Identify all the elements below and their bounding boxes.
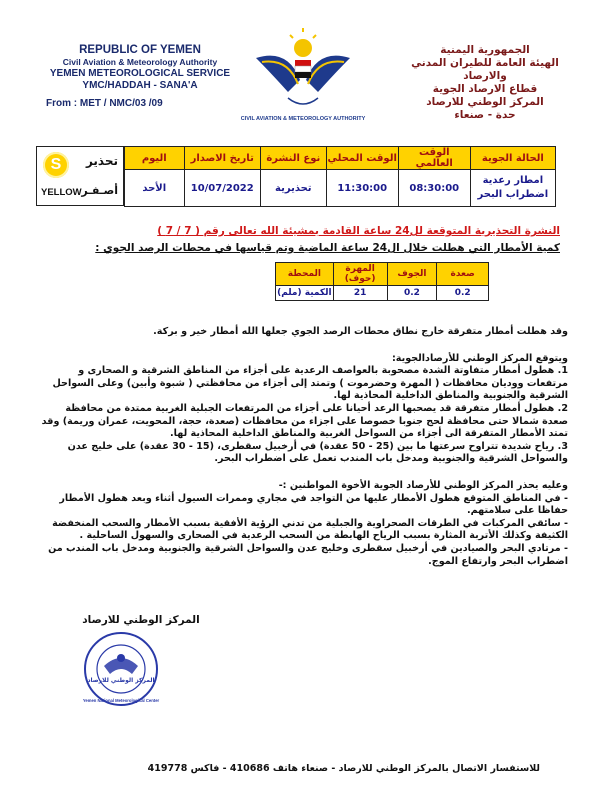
logo-text: CIVIL AVIATION & METEOROLOGY AUTHORITY bbox=[240, 116, 366, 122]
alert-label: تحذير bbox=[85, 154, 118, 168]
forecast-item-3: 3. رياح شديدة تتراوح سرعتها ما بين (25 - 50 عقدة) في أرخبيل سقطرى، (15 - 30 عقدة) على خليج عدن والسواحل الشرقية والجنوبية ومدخل باب المندب تعمل على اضطراب البحر. bbox=[67, 440, 568, 465]
header-issue-date: تاريخ الاصدار bbox=[184, 147, 260, 170]
alert-color-ar: أصـفـر bbox=[81, 184, 118, 197]
from-line: From : MET / NMC/03 /09 bbox=[46, 98, 163, 109]
header-en-location: YMC/HADDAH - SANA'A bbox=[82, 80, 198, 91]
value-bulletin-type: تحذيرية bbox=[260, 170, 326, 207]
rain-value-mahra: 21 bbox=[333, 286, 387, 301]
official-stamp bbox=[82, 630, 160, 708]
header-utc-time: الوقت العالمي bbox=[398, 147, 470, 170]
bulletin-title: النشرة التحذيرية المتوقعة لل24 ساعة القادمة بمشيئة الله تعالى رقم ( 7 / 7 ) bbox=[157, 225, 560, 237]
signature-label: المركز الوطني للارصاد bbox=[82, 614, 200, 626]
header-weather-state: الحالة الجوية bbox=[470, 147, 555, 170]
alert-color-en: YELLOW bbox=[41, 187, 82, 198]
rain-value-saada: 0.2 bbox=[437, 286, 489, 301]
header-day: اليوم bbox=[125, 147, 185, 170]
warning-table-value-row bbox=[125, 170, 556, 207]
header-ar bbox=[400, 44, 570, 122]
footer-contact: للاستفسار الاتصال بالمركز الوطني للارصاد - صنعاء هاتف 410686 - فاكس 419778 bbox=[147, 763, 540, 774]
value-weather-state: امطار رعدية اضطراب البحر bbox=[470, 170, 555, 207]
forecast-intro: ويتوقع المركز الوطني للأرصادالجوية: bbox=[391, 352, 568, 364]
header-ar-sector: قطاع الارصاد الجوية bbox=[432, 83, 538, 95]
header-ar-location: حدة - صنعاء bbox=[454, 109, 516, 121]
forecast-item-1: 1. هطول أمطار متفاوتة الشدة مصحوبة بالعواصف الرعدية على أجزاء من المناطق الشرقية و الصحارى و مرتفعات ووديان محافظات ( المهرة وحضرموت ) وتمتد إلى أجزاء من محافظتي ( شبوة وأبين) وعلى السواحل الشرقية والجنوبية والمناطق الداخلية المحاذية لها. bbox=[52, 365, 568, 402]
rain-header-saada: صعدة bbox=[437, 263, 489, 286]
rain-subtitle: كمية الأمطار التي هطلت خلال ال24 ساعة الماضية وتم قياسها في محطات الرصد الجوي : bbox=[95, 242, 560, 254]
warning-item-3: - مرتادي البحر والصيادين في أرخبيل سقطرى وخليج عدن والسواحل الشرقية والجنوبية ومدخل باب المندب من اضطراب البحر وارتفاع الموج. bbox=[48, 542, 568, 567]
value-issue-date: 10/07/2022 bbox=[184, 170, 260, 207]
rain-table-header-row bbox=[276, 263, 489, 286]
alert-level-box bbox=[36, 146, 124, 206]
header-ar-center: المركز الوطني للارصاد bbox=[426, 96, 544, 108]
stamp-ar-text: المركز الوطني للارصاد bbox=[87, 677, 155, 684]
value-local-time: 11:30:00 bbox=[326, 170, 398, 207]
header-en bbox=[40, 44, 240, 92]
rain-value-jawf: 0.2 bbox=[387, 286, 437, 301]
rain-header-station: المحطة bbox=[276, 263, 334, 286]
authority-logo bbox=[240, 28, 366, 124]
stamp-en-text: Yemen National Meteorological Center bbox=[82, 698, 160, 703]
body-text bbox=[40, 326, 568, 568]
rain-header-jawf: الجوف bbox=[387, 263, 437, 286]
alert-symbol-letter: S bbox=[50, 156, 62, 173]
rain-note: وقد هطلت أمطار متفرقة خارج نطاق محطات الرصد الجوي جعلها الله أمطار خير و بركة. bbox=[153, 326, 568, 337]
warning-table bbox=[124, 146, 556, 207]
value-utc-time: 08:30:00 bbox=[398, 170, 470, 207]
header-local-time: الوقت المحلي bbox=[326, 147, 398, 170]
rain-table-value-row bbox=[276, 286, 489, 301]
header-en-country: REPUBLIC OF YEMEN bbox=[79, 44, 201, 56]
forecast-item-2: 2. هطول أمطار متفرقة قد يصحبها الرعد أحيانا على أجزاء من المرتفعات الجبلية الغربية ممتدة من محافظة صعدة شمالا حتى محافظة لحج جنوبا خصوصا على اجزاء من محافظات (صعدة، حجة، المحويت، عمران وريمة) وقد تمتد الأمطار المتفرقة الى أجزاء من السواحل الغربية والمناطق الداخلية المحاذية لها. bbox=[41, 402, 568, 440]
warning-item-2: - سائقي المركبات في الطرقات الصحراوية والجبلية من تدني الرؤية الأفقية بسبب الأمطار والسحب المنخفضة الكثيفة وكذلك الأتربة المثارة بسبب الرياح الهابطة من السحب الرعدية في الصحارى والسهول الساحلية . bbox=[52, 517, 568, 542]
rain-row-label: الكمية (ملم) bbox=[276, 286, 334, 301]
warning-item-1: - في المناطق المتوقع هطول الأمطار عليها من التواجد في مجاري وممرات السيول أثناء وبعد هطول الأمطار حفاظا على سلامتهم. bbox=[59, 492, 568, 517]
alert-symbol-icon bbox=[43, 152, 69, 178]
rain-table bbox=[275, 262, 489, 301]
header-en-service: YEMEN METEOROLOGICAL SERVICE bbox=[49, 68, 231, 79]
value-day: الأحد bbox=[125, 170, 185, 207]
header-en-authority: Civil Aviation & Meteorology Authority bbox=[62, 57, 218, 67]
rain-header-mahra: المهرة (حوف) bbox=[333, 263, 387, 286]
warning-table-header-row bbox=[125, 147, 556, 170]
header-ar-authority: الهيئة العامة للطيران المدني والارصاد bbox=[411, 57, 559, 82]
header-ar-country: الجمهورية اليمنية bbox=[440, 44, 530, 56]
header-bulletin-type: نوع النشرة bbox=[260, 147, 326, 170]
warning-intro: وعليه يحذر المركز الوطني للأرصاد الجوية الأخوة المواطنين :- bbox=[278, 479, 568, 491]
